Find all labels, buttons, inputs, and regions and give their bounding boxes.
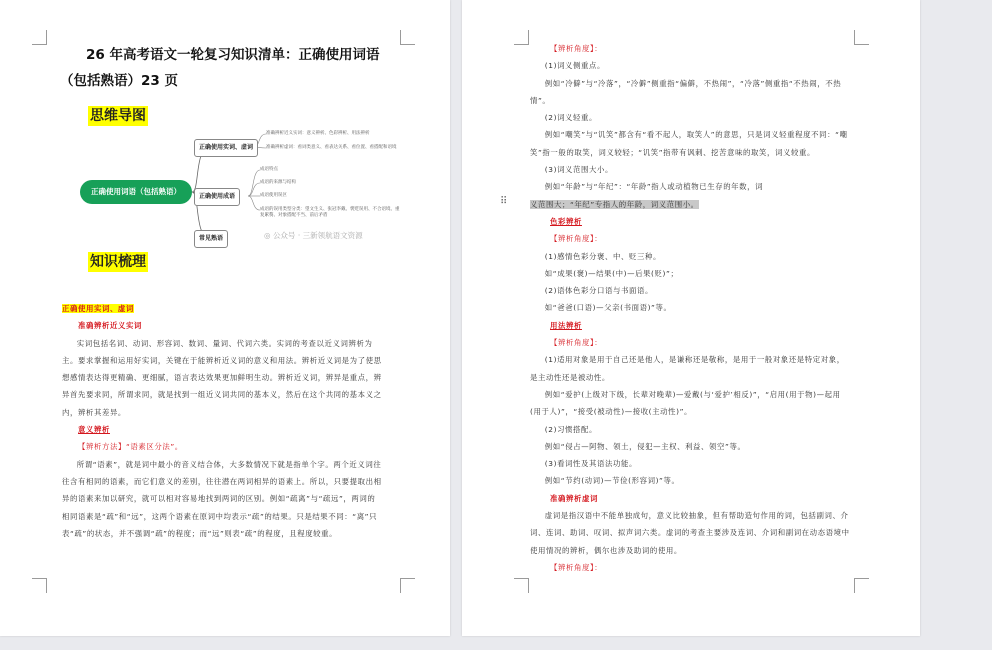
paragraph-morpheme: 所谓“语素”，就是词中最小的音义结合体，大多数情况下就是指单个字。两个近义词往往含有相同的语素，而它们意义的差别，往往潜在两词相异的语素上。所以，只要提取出相异的语素来加以研究，就可以相对容易地找到两词的区别。例如“疏离”与“疏远”，两词的相同语素是“疏”和“远”，这两个语素在原词中均表示“疏”的结果。只是结果不同：“离”只表“疏”的状态，并不强调“疏”的程度；而“远”则表“疏”的程度，且程度较重。 [62, 459, 382, 538]
wechat-icon: ◎ [264, 231, 271, 240]
heading-color-analysis: 色彩辨析 [550, 216, 582, 226]
usage-1: (1)适用对象是用于自己还是他人，是谦称还是敬称，是用于一般对象还是特定对象，是主动性还是被动性。 [530, 355, 845, 382]
item-3: (3)词义范围大小。 [544, 165, 614, 175]
item-2: (2)词义轻重。 [544, 113, 598, 123]
crop-mark [400, 30, 415, 45]
usage-angle-label: 【辨析角度】： [550, 338, 603, 348]
color-2: (2)语体色彩分口语与书面语。 [544, 286, 653, 296]
right-body [530, 40, 852, 576]
color-1: (1)感情色彩分褒、中、贬三种。 [544, 251, 661, 261]
heading-content-words: 正确使用实词、虚词 [62, 304, 134, 313]
item-2-example: 例如“嘲笑”与“讥笑”都含有“看不起人，取笑人”的意思，只是词义轻重程度不同：“嘲笑”指一般的取笑，词义较轻；“讥笑”指带有讽刺、挖苦意味的取笑，词义较重。 [530, 130, 848, 157]
section-knowledge-heading: 知识梳理 [90, 254, 146, 270]
usage-3: (3)看词性及其语法功能。 [544, 459, 637, 469]
crop-mark [854, 30, 869, 45]
title-line-2: （包括熟语）23 页 [60, 73, 178, 89]
heading-near-synonyms: 准确辨析近义实词 [78, 321, 142, 331]
crop-mark [514, 30, 529, 45]
color-2-example: 如“爸爸(口语)—父亲(书面语)”等。 [544, 303, 672, 313]
mindmap-branch-words: 正确使用实词、虚词 [194, 139, 258, 157]
watermark-label: 公众号 · 三新领航语文资源 [272, 231, 363, 240]
crop-mark [854, 578, 869, 593]
mindmap-branch-sayings: 常见熟语 [194, 230, 228, 248]
color-1-example: 如“成果(褒)—结果(中)—后果(贬)”； [544, 268, 679, 278]
color-angle-label: 【辨析角度】： [550, 234, 603, 244]
crop-mark [32, 578, 47, 593]
item-1: (1)词义侧重点。 [544, 61, 606, 71]
item-3-example-b-selected[interactable]: 义范围大；“年纪”专指人的年龄，词义范围小。 [530, 199, 699, 209]
document-title [62, 42, 392, 94]
method-label: 【辨析方法】 [78, 442, 126, 452]
final-angle-label: 【辨析角度】： [550, 562, 603, 572]
paragraph-function-words: 虚词是指汉语中不能单独成句，意义比较抽象，但有帮助造句作用的词，包括副词、介词、连词、助词、叹词、拟声词六类。虚词的考查主要涉及连词、介词和副词在动态语境中使用情况的辨析，偶尔也涉及助词的使用。 [530, 511, 850, 555]
mindmap-root-node: 正确使用词语（包括熟语） [80, 180, 192, 204]
mindmap-leaf: 成语的来源与结构 [260, 180, 296, 185]
document-page-left [0, 0, 450, 636]
usage-1-example: 例如“爱护(上级对下级，长辈对晚辈)—爱戴(与‘爱护’相反)”，“启用(用于物)—起用(用于人)”，“接受(被动性)—接收(主动性)”。 [530, 389, 841, 417]
crop-mark [32, 30, 47, 45]
usage-2-example: 例如“侵占—阿物、领土，侵犯—主权、利益、领空”等。 [544, 441, 746, 451]
paragraph-content-words: 实词包括名词、动词、形容词、数词、量词、代词六类。实词的考查以近义词辨析为主。要求掌握和运用好实词，关键在于能辨析近义词的意义和用法。辨析近义词是为了使思想感情表达得更精确、更细腻，语言表达效果更加鲜明生动。辨析近义词，辨异是重点，辨异首先要求同，所谓求同，就是找到一组近义词共同的基本义，然后在这个共同的基本义之内，辨析其差异。 [62, 338, 382, 417]
heading-usage-analysis: 用法辨析 [550, 320, 582, 330]
mindmap-leaf: 准确辨析虚词：看词类意义、看表达关系、看位置、看搭配和语境 [266, 145, 397, 150]
angle-label: 【辨析角度】： [550, 44, 603, 53]
section-mindmap-heading: 思维导图 [90, 108, 146, 124]
mindmap-branch-idioms: 正确使用成语 [194, 188, 240, 206]
title-line-1: 26 年高考语文一轮复习知识清单：正确使用词语 [86, 47, 380, 63]
heading-meaning-analysis: 意义辨析 [78, 425, 110, 435]
mindmap-leaf: 准确辨析近义实词：意义辨析、色彩辨析、用法辨析 [266, 131, 370, 136]
crop-mark [514, 578, 529, 593]
usage-3-example: 例如“节约(动词)—节俭(形容词)”等。 [544, 476, 680, 486]
document-page-right [462, 0, 920, 636]
usage-2: (2)习惯搭配。 [544, 424, 598, 434]
method-text: “语素区分法”。 [125, 442, 183, 452]
mindmap-leaf: 成语使用误区 [260, 193, 287, 198]
mindmap-leaf: 成语特点 [260, 167, 278, 172]
watermark-text [264, 230, 363, 241]
left-body [62, 300, 382, 542]
item-1-example: 例如“冷僻”与“冷落”，“冷僻”侧重指“偏僻，不热闹”，“冷落”侧重指“不热闹，不热情”。 [530, 78, 842, 105]
drag-handle-icon[interactable]: ⠿ [500, 196, 507, 207]
mindmap-leaf: 成语的误用类型分类：望文生义、张冠李戴、褒贬误用、不合语境、重复累赘、对象搭配不当、前后矛盾 [260, 207, 400, 218]
item-3-example-a: 例如“年龄”与“年纪”：“年龄”指人或动植物已生存的年数，词 [544, 182, 764, 192]
crop-mark [400, 578, 415, 593]
heading-function-words: 准确辨析虚词 [550, 493, 598, 503]
